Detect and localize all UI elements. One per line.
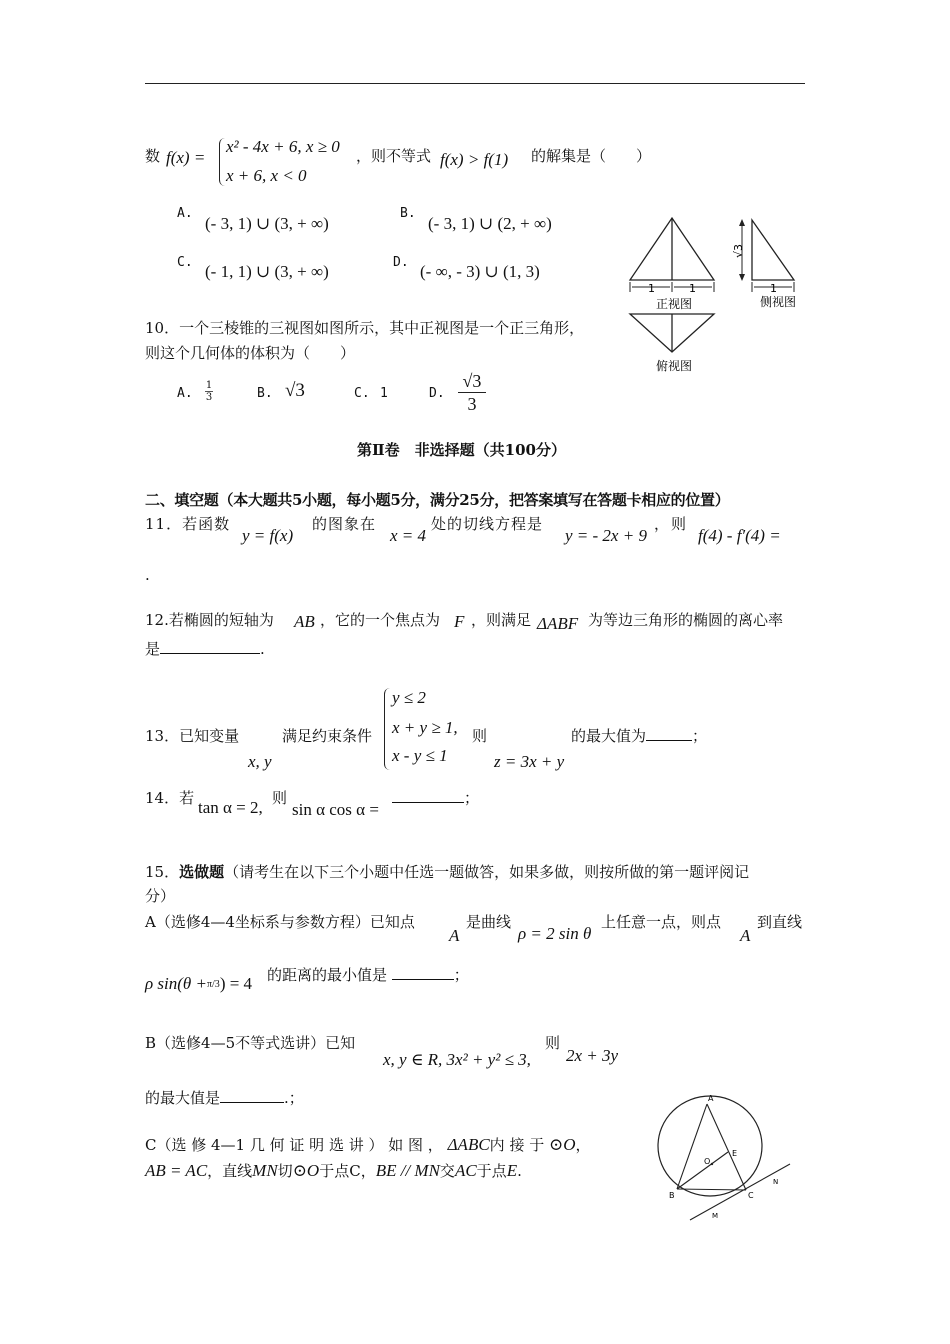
q10-text-line1: 10．一个三棱锥的三视图如图所示，其中正视图是一个正三角形，: [145, 319, 585, 337]
point-e-label: E: [732, 1149, 738, 1158]
point-a-label: A: [708, 1094, 714, 1103]
q11-m3: y = - 2x + 9: [565, 526, 647, 545]
q14-m2: sin α cos α =: [292, 800, 379, 819]
q15c-p3: ，: [575, 1136, 591, 1154]
q13-vars: x, y: [248, 752, 272, 771]
side-dim-height: √3: [732, 243, 745, 258]
q15c-m1: ΔABC: [447, 1135, 490, 1154]
q9-prefix: 数: [145, 147, 161, 165]
q14-p2: 则: [272, 789, 288, 807]
q15a-p5: 的距离的最小值是: [267, 966, 388, 984]
q9-opt-b-label: B.: [400, 206, 416, 221]
point-b-label: B: [669, 1191, 675, 1200]
q15b-line2-text: 的最大值是: [145, 1089, 221, 1107]
q15a-m4c: ) = 4: [219, 974, 253, 993]
q9-opt-c-label: C.: [177, 255, 193, 270]
q15b-line2: [145, 1088, 304, 1108]
q15-intro: [145, 862, 749, 882]
q10-opt-c-label: C.: [354, 386, 370, 401]
side-view: [732, 219, 796, 309]
point-c-label: C: [748, 1191, 754, 1200]
q9-func-lhs: f(x) =: [166, 148, 206, 167]
q15a-p2: 是曲线: [466, 913, 512, 931]
q15a-p1: A（选修4—4坐标系与参数方程）已知点: [145, 913, 415, 931]
point-m-label: M: [712, 1212, 719, 1220]
q15c-p2: 内 接 于: [489, 1136, 545, 1154]
front-dim-right: 1: [689, 282, 696, 295]
q15c-p5: 切: [277, 1162, 293, 1180]
q15a-m2: ρ = 2 sin θ: [518, 924, 592, 943]
q15c-p1: C（选 修 4—1 几 何 证 明 选 讲 ） 如 图 ，: [145, 1136, 443, 1154]
q12-m3: ΔABF: [537, 614, 579, 633]
q11-p4: ，则: [654, 515, 689, 533]
q15a-p3: 上任意一点，则点: [601, 913, 722, 931]
q15c-end: .: [517, 1162, 522, 1180]
q12-p3: ，则满足: [471, 611, 532, 629]
q15a-m3: A: [740, 926, 751, 945]
q10-opt-a-den: 3: [205, 392, 213, 403]
q14-m1: tan α = 2,: [198, 798, 263, 817]
point-o-label: O: [704, 1157, 711, 1166]
q15b-p1: B（选修4—5不等式选讲）已知: [145, 1034, 356, 1052]
q10-opt-a-fraction: [205, 380, 213, 403]
front-dim-left: 1: [648, 282, 655, 295]
q15c-p6: 于点C，: [319, 1162, 376, 1180]
q10-opt-c-value: 1: [380, 386, 388, 401]
q15a-end: ；: [453, 966, 469, 984]
q14-p1: 14．若: [145, 789, 195, 807]
q10-opt-d-den: 3: [458, 392, 486, 415]
q15c-m5: ⊙O: [292, 1161, 320, 1180]
q15c-m3: AB = AC: [145, 1161, 208, 1180]
q15b-m2: 2x + 3y: [566, 1046, 619, 1065]
q14-answer-blank[interactable]: [392, 788, 464, 803]
q10-opt-b-value: √3: [285, 380, 305, 401]
q12-m2: F: [454, 612, 465, 631]
q15c-m8: E: [506, 1161, 518, 1180]
q15a-answer-blank[interactable]: [392, 965, 454, 980]
q10-text-line2: 则这个几何体的体积为（ ）: [145, 344, 356, 362]
q15c-line1: [145, 1135, 591, 1155]
q12-m1: AB: [294, 612, 315, 631]
q9-opt-d-value: (- ∞, - 3) ∪ (1, 3): [420, 262, 540, 281]
q14-end: ；: [464, 789, 480, 807]
q10-opt-a-label: A.: [177, 386, 193, 401]
q10-opt-d-num: √3: [462, 371, 482, 391]
q11-m4: f(4) - f′(4) =: [698, 526, 781, 545]
q12-answer-blank[interactable]: [160, 639, 260, 654]
q9-inequality: f(x) > f(1): [440, 150, 509, 169]
side-dim-base: 1: [770, 282, 777, 295]
q9-opt-d-label: D.: [393, 255, 409, 270]
q9-opt-a-value: (- 3, 1) ∪ (3, + ∞): [205, 214, 329, 233]
q15b-p2: 则: [545, 1034, 561, 1052]
q11-p2: 的图象在: [312, 515, 377, 533]
q10-opt-d-fraction: [458, 370, 486, 415]
q15a-m4a: ρ sin(θ +: [145, 974, 207, 993]
q10-opt-a-num: 1: [205, 380, 213, 391]
q9-case2: x + 6, x < 0: [226, 166, 307, 185]
q9-opt-c-value: (- 1, 1) ∪ (3, + ∞): [205, 262, 329, 281]
q12-line2: [145, 639, 265, 659]
q13-c2: x + y ≥ 1,: [392, 718, 458, 737]
q15c-m2: ⊙O: [549, 1135, 576, 1154]
section2-title: 第Ⅱ卷 非选择题（共100分）: [357, 441, 566, 459]
q13-tail: [571, 726, 707, 746]
q9-opt-b-value: (- 3, 1) ∪ (2, + ∞): [428, 214, 552, 233]
q15-p1d: 分）: [145, 887, 176, 905]
q15a-m1: A: [449, 926, 460, 945]
q15a-m4b: π/3: [206, 979, 220, 990]
q15-p1b: 选做题: [179, 863, 225, 881]
q11-end: .: [145, 566, 150, 584]
q13-c1: y ≤ 2: [392, 688, 426, 707]
q9-suffix: 的解集是（ ）: [531, 147, 652, 165]
q15a-tail: [267, 965, 469, 985]
q13-end: ；: [692, 727, 708, 745]
q13-answer-blank[interactable]: [646, 726, 692, 741]
q10-opt-b-label: B.: [257, 386, 273, 401]
q15c-m4: MN: [252, 1161, 278, 1180]
q12-p2: ，它的一个焦点为: [320, 611, 441, 629]
q13-p2: 满足约束条件: [282, 727, 373, 745]
three-views-figure: [622, 212, 812, 377]
q9-brace: [219, 138, 226, 186]
part2-header: 二、填空题（本大题共5小题，每小题5分，满分25分，把答案填写在答题卡相应的位置）: [145, 491, 730, 509]
q11-p1: 11．若函数: [145, 515, 231, 533]
q12-line2-text: 是: [145, 640, 161, 658]
q9-mid: ，则不等式: [356, 147, 432, 165]
q9-opt-a-label: A.: [177, 206, 193, 221]
q15c-m6: BE // MN: [375, 1161, 440, 1180]
q15b-answer-blank[interactable]: [220, 1088, 284, 1103]
q11-p3: 处的切线方程是: [431, 515, 544, 533]
q11-m1: y = f(x): [242, 526, 294, 545]
top-view-label: 俯视图: [656, 359, 693, 373]
header-rule: [145, 83, 805, 84]
q12-end: .: [260, 640, 265, 658]
front-view: [630, 218, 714, 311]
circle-geometry-figure: [650, 1090, 800, 1225]
q15-p1c: （请考生在以下三个小题中任选一题做答，如果多做，则按所做的第一题评阅记: [224, 863, 750, 881]
q9-case1: x² - 4x + 6, x ≥ 0: [226, 137, 340, 156]
q15c-p8: 于点: [476, 1162, 507, 1180]
q13-p1: 13．已知变量: [145, 727, 240, 745]
top-view: [630, 314, 714, 373]
q15-p1a: 15．: [145, 863, 180, 881]
q15c-m7: AC: [454, 1161, 477, 1180]
q13-c3: x - y ≤ 1: [392, 746, 448, 765]
q13-p4: 的最大值为: [571, 727, 647, 745]
q13-p3: 则: [472, 727, 488, 745]
q10-opt-d-label: D.: [429, 386, 445, 401]
q15c-p4: ，直线: [207, 1162, 253, 1180]
q12-p4: 为等边三角形的椭圆的离心率: [588, 611, 784, 629]
q15c-line2: [145, 1161, 522, 1181]
q15b-m1: x, y ∈ R, 3x² + y² ≤ 3,: [383, 1050, 531, 1069]
q13-brace: [384, 688, 391, 770]
q14-tail: [392, 788, 479, 808]
q13-obj: z = 3x + y: [494, 752, 565, 771]
side-view-label: 侧视图: [760, 295, 797, 309]
q11-m2: x = 4: [390, 526, 427, 545]
q15c-p7: 交: [439, 1162, 455, 1180]
q12-p1: 12.若椭圆的短轴为: [145, 611, 274, 629]
front-view-label: 正视图: [656, 297, 693, 311]
point-n-label: N: [773, 1178, 779, 1186]
q15b-end: .；: [284, 1089, 304, 1107]
q15a-p4: 到直线: [757, 913, 803, 931]
q15a-line-eq: [145, 974, 252, 995]
